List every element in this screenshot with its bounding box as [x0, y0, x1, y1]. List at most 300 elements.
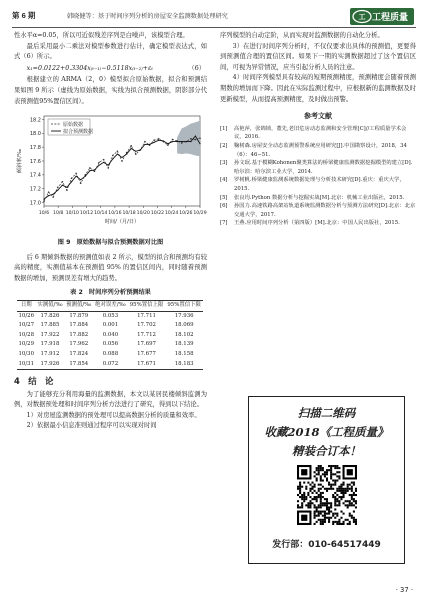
- qr-module: [309, 488, 311, 490]
- qr-module: [303, 500, 305, 502]
- paragraph: 3）在进行时间序列分析时，不仅仅要求出具体的预测值，更要得到预测值合理的置信区间。如果下一期的实测数据超过了这个置信区间，可视为异常情况，应当引起分析人员的注意。: [220, 42, 416, 71]
- qr-module: [309, 506, 311, 508]
- qr-module: [324, 513, 326, 515]
- qr-module: [326, 500, 328, 502]
- qr-module: [330, 467, 332, 469]
- qr-module: [340, 523, 342, 525]
- qr-module: [314, 513, 316, 515]
- qr-module: [309, 502, 311, 504]
- qr-module: [318, 513, 320, 515]
- y-tick-label: 17.6: [29, 158, 41, 165]
- table-cell: 10/26: [18, 312, 35, 319]
- qr-module: [320, 502, 322, 504]
- qr-module: [297, 494, 299, 496]
- data-point: [57, 190, 58, 191]
- qr-module: [305, 498, 307, 500]
- table-cell: 17.962: [69, 341, 89, 348]
- table-cell: 18.183: [165, 360, 203, 370]
- qr-module: [336, 504, 338, 506]
- qr-module: [324, 502, 326, 504]
- qr-module: [301, 496, 303, 498]
- table-cell: 17.922: [40, 331, 60, 338]
- table-cell: 17.671: [128, 360, 166, 370]
- qr-module: [330, 506, 332, 508]
- qr-module: [318, 471, 320, 473]
- data-point: [131, 148, 132, 149]
- qr-module: [353, 484, 355, 486]
- table-cell: 18.158: [174, 351, 194, 357]
- paragraph: 后 6 期倾斜数据的预测值如表 2 所示，模型的拟合和预测均有较高的精度，实测值基本在预测值 95% 的置信区间内，同时随着预测数据的增加，预测误差有增大的趋势。: [14, 253, 207, 282]
- y-tick-label: 17.4: [29, 172, 41, 179]
- qr-module: [355, 500, 357, 502]
- data-point: [186, 141, 187, 142]
- qr-module: [338, 486, 340, 488]
- x-tick-label: 10/10: [65, 211, 79, 217]
- advert-line-3: 精装合订本！: [292, 444, 361, 458]
- qr-module: [332, 496, 334, 498]
- table-cell: 17.882: [69, 331, 89, 338]
- qr-module: [311, 488, 313, 490]
- qr-module: [332, 488, 334, 490]
- data-point: [75, 173, 77, 175]
- data-point: [98, 165, 99, 166]
- data-point: [117, 151, 119, 153]
- qr-module: [322, 479, 324, 481]
- qr-module: [334, 498, 336, 500]
- qr-module: [351, 490, 353, 492]
- qr-module: [328, 469, 330, 471]
- reference-number: [5]: [220, 194, 228, 201]
- qr-module: [309, 484, 311, 486]
- reference-number: [3]: [220, 160, 228, 167]
- table-cell: 17.677: [137, 351, 156, 357]
- qr-module: [338, 519, 340, 521]
- qr-module: [355, 523, 357, 525]
- qr-module: [326, 488, 328, 490]
- qr-module: [320, 469, 322, 471]
- qr-module: [353, 504, 355, 506]
- qr-module: [314, 471, 316, 473]
- qr-module: [318, 488, 320, 490]
- qr-module: [307, 502, 309, 504]
- qr-module: [320, 467, 322, 469]
- qr-module: [326, 517, 328, 519]
- qr-module: [343, 523, 345, 525]
- qr-module: [330, 511, 332, 513]
- qr-module: [338, 500, 340, 502]
- qr-module: [326, 502, 328, 504]
- qr-module: [326, 504, 328, 506]
- qr-module: [347, 490, 349, 492]
- qr-module: [334, 492, 336, 494]
- qr-module: [326, 508, 328, 510]
- table-header-cell: 实测值/‰: [36, 301, 65, 311]
- data-point: [149, 144, 150, 145]
- qr-module: [343, 496, 345, 498]
- qr-module: [320, 492, 322, 494]
- qr-code-icon[interactable]: [297, 465, 357, 525]
- qr-module: [297, 504, 299, 506]
- data-point: [66, 187, 67, 188]
- data-point: [144, 141, 146, 143]
- qr-module: [324, 517, 326, 519]
- page-number: · 37 ·: [395, 586, 413, 594]
- qr-module: [345, 490, 347, 492]
- qr-module: [301, 502, 303, 504]
- x-tick-label: 10/18: [122, 211, 136, 217]
- qr-module: [353, 494, 355, 496]
- qr-module: [320, 511, 322, 513]
- table-header-cell: 95%置信上限: [128, 301, 166, 311]
- qr-module: [347, 469, 353, 475]
- qr-module: [334, 479, 336, 481]
- qr-module: [318, 515, 320, 517]
- qr-module: [311, 498, 313, 500]
- qr-module: [353, 482, 355, 484]
- qr-module: [324, 498, 326, 500]
- qr-module: [316, 500, 318, 502]
- qr-module: [349, 494, 351, 496]
- data-point: [199, 138, 201, 140]
- qr-module: [355, 519, 357, 521]
- qr-module: [355, 494, 357, 496]
- data-point: [172, 139, 174, 141]
- qr-module: [334, 465, 336, 467]
- data-point: [195, 139, 197, 141]
- qr-module: [343, 502, 345, 504]
- data-point: [181, 142, 183, 144]
- x-tick-label: 10/8: [53, 211, 64, 217]
- y-tick-label: 18.2: [29, 117, 41, 124]
- qr-module: [338, 467, 340, 469]
- qr-module: [318, 504, 320, 506]
- qr-module: [355, 521, 357, 523]
- qr-module: [328, 521, 330, 523]
- qr-module: [347, 484, 349, 486]
- qr-module: [343, 492, 345, 494]
- qr-module: [309, 504, 311, 506]
- qr-module: [353, 511, 355, 513]
- qr-module: [322, 511, 324, 513]
- y-tick-label: 18.0: [29, 131, 41, 138]
- qr-module: [305, 496, 307, 498]
- table-header-row: [17, 301, 203, 311]
- table-cell: 17.711: [137, 312, 156, 319]
- qr-module: [353, 521, 355, 523]
- data-point: [71, 178, 73, 180]
- table-caption: 表 2 时间序列分析预测结果: [70, 288, 151, 296]
- qr-module: [316, 515, 318, 517]
- qr-module: [340, 492, 342, 494]
- advert-phone: 发行部：010-64517449: [272, 540, 381, 550]
- qr-module: [332, 465, 334, 467]
- qr-module: [347, 504, 349, 506]
- qr-module: [330, 471, 332, 473]
- qr-module: [301, 494, 303, 496]
- qr-module: [301, 504, 303, 506]
- equation-6: [14, 64, 207, 75]
- qr-module: [320, 494, 322, 496]
- qr-module: [320, 465, 322, 467]
- qr-module: [343, 482, 345, 484]
- qr-module: [316, 473, 318, 475]
- qr-module: [320, 488, 322, 490]
- x-tick-label: 10/22: [150, 211, 165, 217]
- qr-module: [307, 506, 309, 508]
- qr-module: [314, 523, 316, 525]
- table-header-cell: 日期: [17, 301, 36, 311]
- x-tick-label: 10/20: [136, 211, 150, 217]
- data-point: [135, 153, 137, 155]
- qr-module: [320, 477, 322, 479]
- qr-module: [340, 486, 342, 488]
- table-cell: 10/27: [18, 322, 35, 329]
- qr-module: [351, 488, 353, 490]
- qr-module: [336, 467, 338, 469]
- qr-module: [314, 511, 316, 513]
- qr-module: [320, 498, 322, 500]
- qr-module: [338, 496, 340, 498]
- paragraph: 1）对房屋监测数据的预处理可以提高数据分析的质量和效率。: [26, 411, 201, 419]
- qr-module: [343, 521, 345, 523]
- table-cell: 17.697: [137, 341, 156, 348]
- qr-module: [318, 490, 320, 492]
- table-cell: 0.053: [102, 312, 119, 319]
- data-point: [153, 140, 155, 142]
- data-point: [121, 157, 122, 158]
- table-cell: 0.001: [102, 322, 119, 329]
- qr-module: [320, 523, 322, 525]
- qr-module: [351, 494, 353, 496]
- qr-module: [299, 506, 301, 508]
- qr-module: [330, 484, 332, 486]
- qr-module: [330, 517, 332, 519]
- data-point: [121, 160, 123, 162]
- table-row: [17, 331, 203, 341]
- advert-line-2: 收藏2018《工程质量》: [264, 425, 389, 439]
- reference-item: [220, 219, 416, 228]
- reference-item: [220, 142, 416, 159]
- qr-module: [326, 490, 328, 492]
- table-cell: 17.879: [69, 312, 89, 319]
- y-tick-label: 17.2: [29, 186, 41, 193]
- reference-number: [6]: [220, 203, 228, 210]
- svg-text:工: 工: [358, 13, 366, 21]
- table-cell: 17.826: [40, 312, 60, 319]
- data-point: [195, 136, 196, 137]
- qr-module: [351, 515, 353, 517]
- x-tick-label: 10/14: [94, 211, 108, 217]
- qr-module: [326, 477, 328, 479]
- qr-module: [347, 500, 349, 502]
- data-point: [172, 141, 173, 142]
- reference-text: 孙国力.高速铁路高架站轨道系统监测数据分析与预测方法研究[D].北京：北京交通大学，2017.: [234, 203, 416, 218]
- table-cell: 18.139: [174, 341, 194, 348]
- qr-module: [330, 488, 332, 490]
- qr-module: [316, 511, 318, 513]
- data-point: [130, 145, 132, 147]
- qr-module: [340, 484, 342, 486]
- qr-module: [332, 484, 334, 486]
- qr-module: [314, 490, 316, 492]
- qr-module: [326, 473, 328, 475]
- qr-module: [318, 469, 320, 471]
- qr-module: [324, 511, 326, 513]
- qr-module: [303, 482, 305, 484]
- qr-module: [305, 504, 307, 506]
- qr-module: [316, 469, 318, 471]
- qr-module: [338, 475, 340, 477]
- table-cell: 17.854: [64, 360, 93, 370]
- reference-text: 高艳萍，张锦锁，董先,老旧危房动态监测和安全管理[C]//工程质量学术会议，2016.: [234, 125, 407, 141]
- qr-module: [343, 484, 345, 486]
- reference-text: 鞠树森.房屋安全动态监测预警系统应用研究[J].中国勘察设计，2018，34（6）：46−51.: [234, 142, 407, 158]
- data-point: [53, 194, 54, 195]
- figure-9-chart: [14, 110, 207, 236]
- qr-module: [330, 477, 332, 479]
- qr-module: [336, 465, 338, 467]
- qr-module: [355, 502, 357, 504]
- table-cell: 17.936: [174, 312, 194, 319]
- table-row: [17, 311, 203, 321]
- qr-module: [324, 515, 326, 517]
- qr-module: [322, 486, 324, 488]
- qr-module: [328, 488, 330, 490]
- table-cell: 17.712: [137, 331, 156, 338]
- qr-module: [320, 484, 322, 486]
- equation-body: x₁=0.0122+0.3304x₍ₜ₋₁₎−0.5118x₍ₜ₋₂₎+εₜ: [26, 64, 153, 72]
- qr-module: [316, 521, 318, 523]
- qr-module: [345, 488, 347, 490]
- qr-module: [334, 467, 336, 469]
- qr-module: [355, 506, 357, 508]
- data-point: [190, 138, 192, 140]
- qr-module: [314, 517, 316, 519]
- data-point: [98, 162, 100, 164]
- data-point: [112, 158, 113, 159]
- qr-module: [320, 521, 322, 523]
- paragraph: 序列模型的自动定阶，从而实现对监测数据的自动化分析。: [220, 32, 384, 39]
- data-point: [85, 176, 86, 177]
- qr-module: [328, 511, 330, 513]
- qr-module: [305, 486, 307, 488]
- qr-module: [320, 506, 322, 508]
- qr-module: [324, 473, 326, 475]
- table-cell: 10/30: [18, 351, 35, 357]
- qr-module: [328, 484, 330, 486]
- qr-module: [299, 488, 301, 490]
- svg-text:工程质量: 工程质量: [371, 13, 409, 23]
- qr-module: [324, 488, 326, 490]
- subscription-advert: [248, 396, 405, 564]
- paragraph: 为了能够充分利用海量的监测数据，本文以某居民楼倾斜监测为例，对数据预处理和时间序列分析方法进行了研究，得到以下结论。: [14, 390, 207, 409]
- qr-module: [316, 506, 318, 508]
- data-point: [43, 201, 45, 203]
- qr-module: [307, 492, 309, 494]
- qr-module: [318, 494, 320, 496]
- qr-module: [322, 473, 324, 475]
- qr-module: [330, 469, 332, 471]
- qr-module: [311, 502, 313, 504]
- qr-module: [314, 515, 316, 517]
- qr-module: [320, 504, 322, 506]
- qr-module: [353, 492, 355, 494]
- qr-module: [332, 513, 334, 515]
- qr-module: [347, 506, 349, 508]
- qr-module: [322, 467, 324, 469]
- qr-module: [334, 482, 336, 484]
- legend-label: 原始数据: [63, 121, 84, 128]
- qr-module: [311, 486, 313, 488]
- qr-module: [334, 508, 336, 510]
- qr-module: [314, 486, 316, 488]
- qr-module: [345, 492, 347, 494]
- y-tick-label: 17.0: [29, 200, 41, 207]
- qr-module: [297, 506, 299, 508]
- qr-module: [349, 504, 351, 506]
- qr-module: [299, 496, 301, 498]
- reference-text: 罗树帆.桥梁健康监测系统数据处理与分析技术研究[D].重庆：重庆大学，2015.: [234, 177, 405, 192]
- qr-module: [314, 475, 316, 477]
- qr-module: [353, 517, 355, 519]
- data-point: [94, 170, 95, 171]
- qr-module: [322, 502, 324, 504]
- qr-module: [299, 486, 301, 488]
- data-point: [181, 141, 182, 142]
- data-point: [80, 183, 82, 185]
- header-rule: [12, 27, 416, 28]
- qr-module: [322, 469, 324, 471]
- qr-module: [320, 500, 322, 502]
- qr-module: [328, 482, 330, 484]
- qr-module: [351, 504, 353, 506]
- table-cell: 0.072: [93, 360, 128, 370]
- qr-module: [343, 513, 345, 515]
- qr-module: [336, 521, 338, 523]
- table-header-cell: 预测值/‰: [64, 301, 93, 311]
- qr-module: [340, 498, 342, 500]
- qr-module: [338, 521, 340, 523]
- table-cell: 0.088: [102, 351, 119, 357]
- reference-number: [1]: [220, 125, 228, 132]
- qr-module: [314, 506, 316, 508]
- x-tick-label: 10/12: [79, 211, 94, 217]
- qr-module: [297, 488, 299, 490]
- journal-logo-icon: [350, 7, 414, 26]
- qr-module: [345, 519, 347, 521]
- qr-module: [330, 475, 332, 477]
- qr-module: [322, 492, 324, 494]
- qr-module: [328, 517, 330, 519]
- x-axis-label: 时间/（月/日）: [104, 219, 140, 226]
- qr-module: [353, 519, 355, 521]
- qr-module: [307, 482, 309, 484]
- qr-module: [301, 515, 307, 521]
- data-point: [52, 196, 54, 198]
- qr-module: [299, 484, 301, 486]
- data-point: [176, 141, 177, 142]
- qr-module: [324, 521, 326, 523]
- qr-module: [318, 496, 320, 498]
- qr-module: [340, 496, 342, 498]
- qr-module: [349, 500, 351, 502]
- qr-module: [353, 500, 355, 502]
- qr-module: [318, 465, 320, 467]
- qr-module: [349, 484, 351, 486]
- table-row: [17, 321, 203, 331]
- section-heading: 4 结 论: [14, 376, 54, 387]
- qr-module: [320, 475, 322, 477]
